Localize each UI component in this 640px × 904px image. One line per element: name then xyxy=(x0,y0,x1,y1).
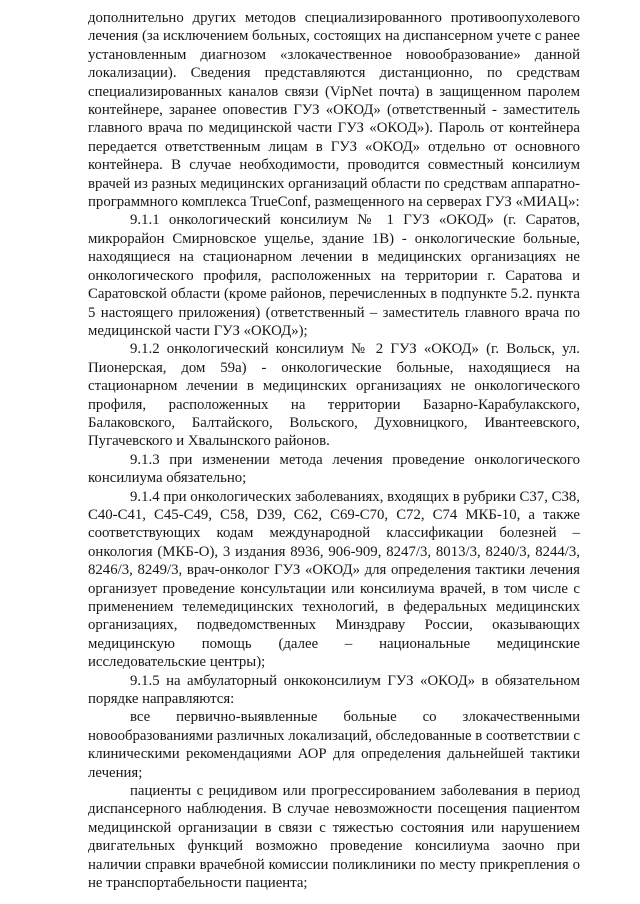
paragraph-9-1-2: 9.1.2 онкологический консилиум № 2 ГУЗ «ОКОД» (г. Вольск, ул. Пионерская, дом 59а) - онкологические больные, находящиеся на стационарном лечении в медицинских организациях не онкологического профиля, расположенных на территории Базарно-Карабулакского, Балаковского, Балтайского, Вольского, Духовницкого, Ивантеевского, Пугачевского и Хвалынского районов. xyxy=(88,341,580,450)
paragraph-9-1-1: 9.1.1 онкологический консилиум № 1 ГУЗ «ОКОД» (г. Саратов, микрорайон Смирновское ущелье, здание 1В) - онкологические больные, находящиеся на стационарном лечении в медицинских организациях не онкологического профиля, расположенных на территории г. Саратова и Саратовской области (кроме районов, перечисленных в подпункте 5.2. пункта 5 настоящего приложения) (ответственный – заместитель главного врача по медицинской части ГУЗ «ОКОД»); xyxy=(88,212,580,339)
paragraph-9-1-5: 9.1.5 на амбулаторный онкоконсилиум ГУЗ «ОКОД» в обязательном порядке направляются: xyxy=(88,672,580,708)
paragraph-9-1-4: 9.1.4 при онкологических заболеваниях, входящих в рубрики С37, С38, С40-С41, С45-С49, С58, D39, С62, С69-С70, С72, С74 МКБ-10, а также соответствующих кодам международной классификации болезней – онкология (МКБ-О), 3 издания 8936, 906-909, 8247/3, 8013/3, 8240/3, 8244/3, 8246/3, 8249/3, врач-онколог ГУЗ «ОКОД» для определения тактики лечения организует проведение консультации или консилиума врачей, в том числе с применением телемедицинских технологий, в федеральных медицинских организациях, подведомственных Минздраву России, оказывающих медицинскую помощь (далее – национальные медицинские исследовательские центры); xyxy=(88,488,580,671)
document-body xyxy=(88,9,580,893)
paragraph-intro: дополнительно других методов специализированного противоопухолевого лечения (за исключением больных, состоящих на диспансерном учете с ранее установленным диагнозом «злокачественное новообразование» данной локализации). Сведения представляются дистанционно, по средствам специализированных каналов связи (VipNet почта) в защищенном паролем контейнере, заранее оповестив ГУЗ «ОКОД» (ответственный - заместитель главного врача по медицинской части ГУЗ «ОКОД»). Пароль от контейнера передается ответственным лицам в ГУЗ «ОКОД» отдельно от основного контейнера. В случае необходимости, проводится совместный консилиум врачей из разных медицинских организаций области по средствам аппаратно-программного комплекса TrueConf, размещенного на серверах ГУЗ «МИАЦ»: xyxy=(88,10,580,211)
paragraph-9-1-3: 9.1.3 при изменении метода лечения проведение онкологического консилиума обязательно; xyxy=(88,451,580,487)
paragraph-first-detected: все первично-выявленные больные со злокачественными новообразованиями различных локализаций, обследованные в соответствии с клиническими рекомендациями АОР для определения дальнейшей тактики лечения; xyxy=(88,709,580,781)
paragraph-relapse: пациенты с рецидивом или прогрессированием заболевания в период диспансерного наблюдения. В случае невозможности посещения пациентом медицинской организации в связи с тяжестью состояния или нарушением двигательных функций возможно проведение консилиума заочно при наличии справки врачебной комиссии поликлиники по месту прикрепления о не транспортабельности пациента; xyxy=(88,783,580,892)
